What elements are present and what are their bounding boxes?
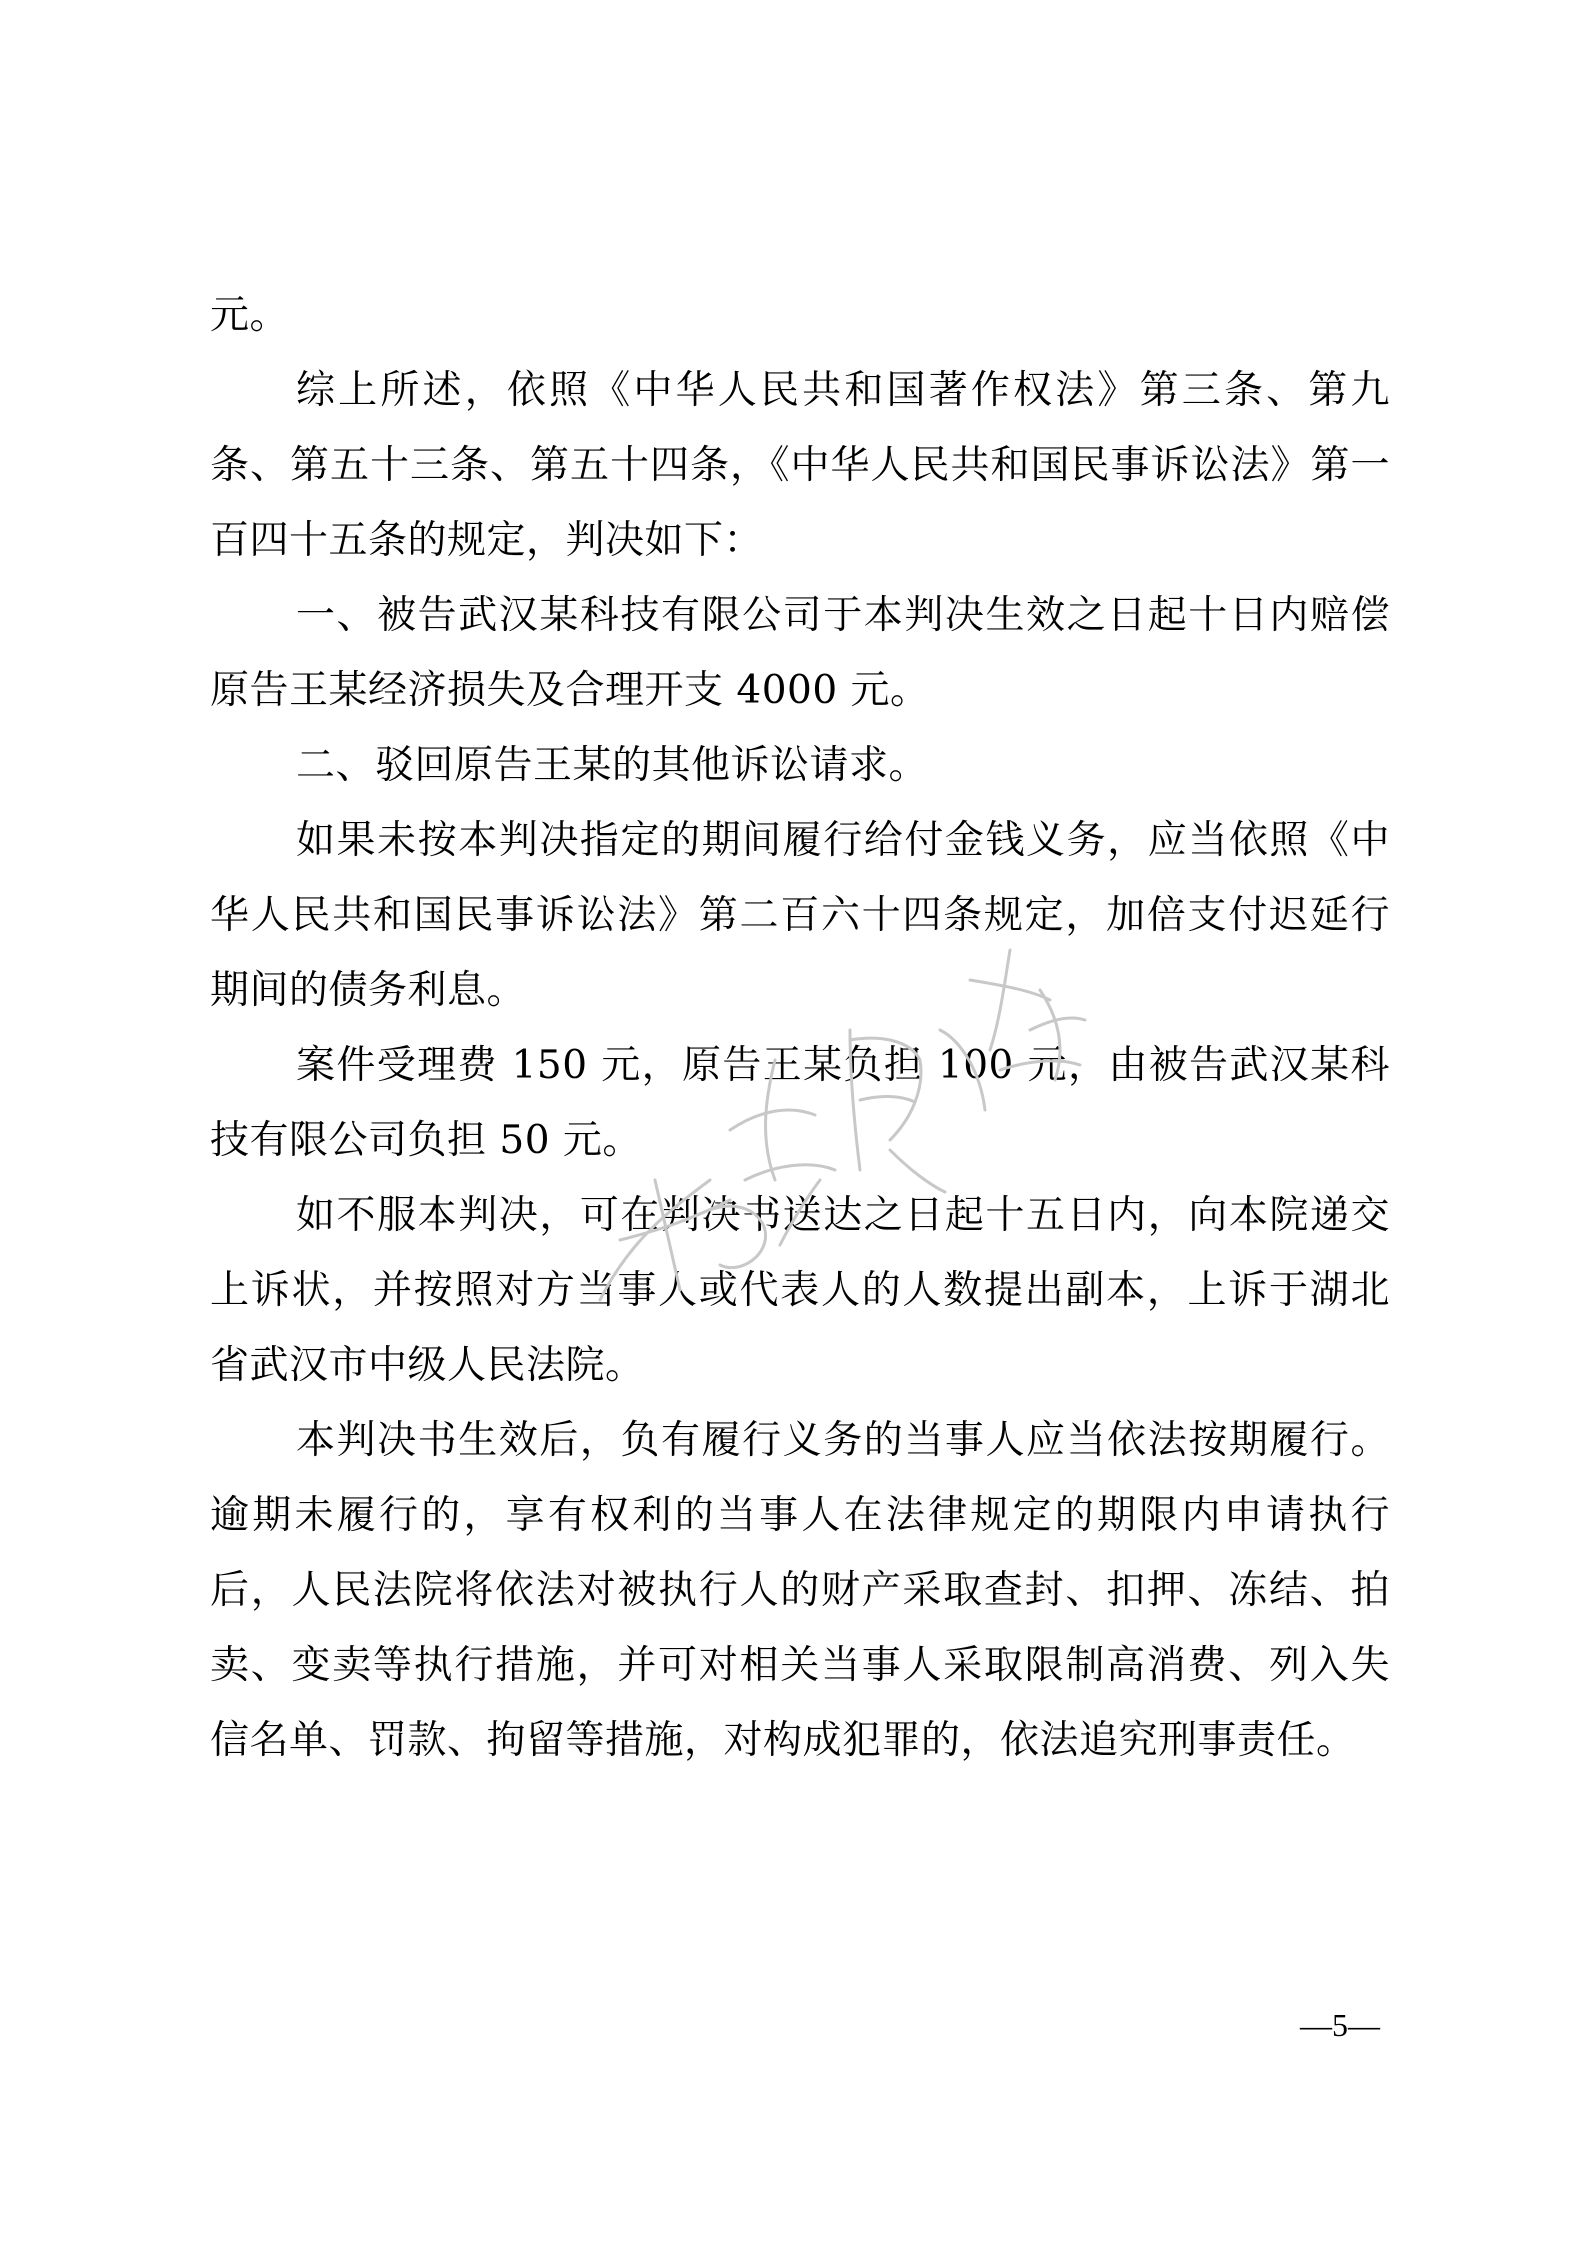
page-number: —5— <box>1300 2007 1380 2043</box>
paragraph-ruling-two: 二、驳回原告王某的其他诉讼请求。 <box>296 743 929 788</box>
paragraph-case-fee: 案件受理费 150 元，原告王某负担 100 元，由被告武汉某科技有限公司负担 50 元。 <box>210 1043 1390 1163</box>
judgment-body <box>210 278 1390 1778</box>
paragraph-legal-basis: 综上所述，依照《中华人民共和国著作权法》第三条、第九条、第五十三条、第五十四条，《中华人民共和国民事诉讼法》第一百四十五条的规定，判决如下： <box>210 368 1390 563</box>
paragraph-continuation: 元。 <box>210 293 290 338</box>
paragraph-enforcement: 本判决书生效后，负有履行义务的当事人应当依法按期履行。逾期未履行的，享有权利的当事人在法律规定的期限内申请执行后，人民法院将依法对被执行人的财产采取查封、扣押、冻结、拍卖、变卖等执行措施，并可对相关当事人采取限制高消费、列入失信名单、罚款、拘留等措施，对构成犯罪的，依法追究刑事责任。 <box>210 1418 1390 1763</box>
paragraph-delay-interest: 如果未按本判决指定的期间履行给付金钱义务，应当依照《中华人民共和国民事诉讼法》第二百六十四条规定，加倍支付迟延行期间的债务利息。 <box>210 818 1390 1013</box>
paragraph-appeal: 如不服本判决，可在判决书送达之日起十五日内，向本院递交上诉状，并按照对方当事人或代表人的人数提出副本，上诉于湖北省武汉市中级人民法院。 <box>210 1193 1390 1388</box>
paragraph-ruling-one: 一、被告武汉某科技有限公司于本判决生效之日起十日内赔偿原告王某经济损失及合理开支 4000 元。 <box>210 593 1390 713</box>
